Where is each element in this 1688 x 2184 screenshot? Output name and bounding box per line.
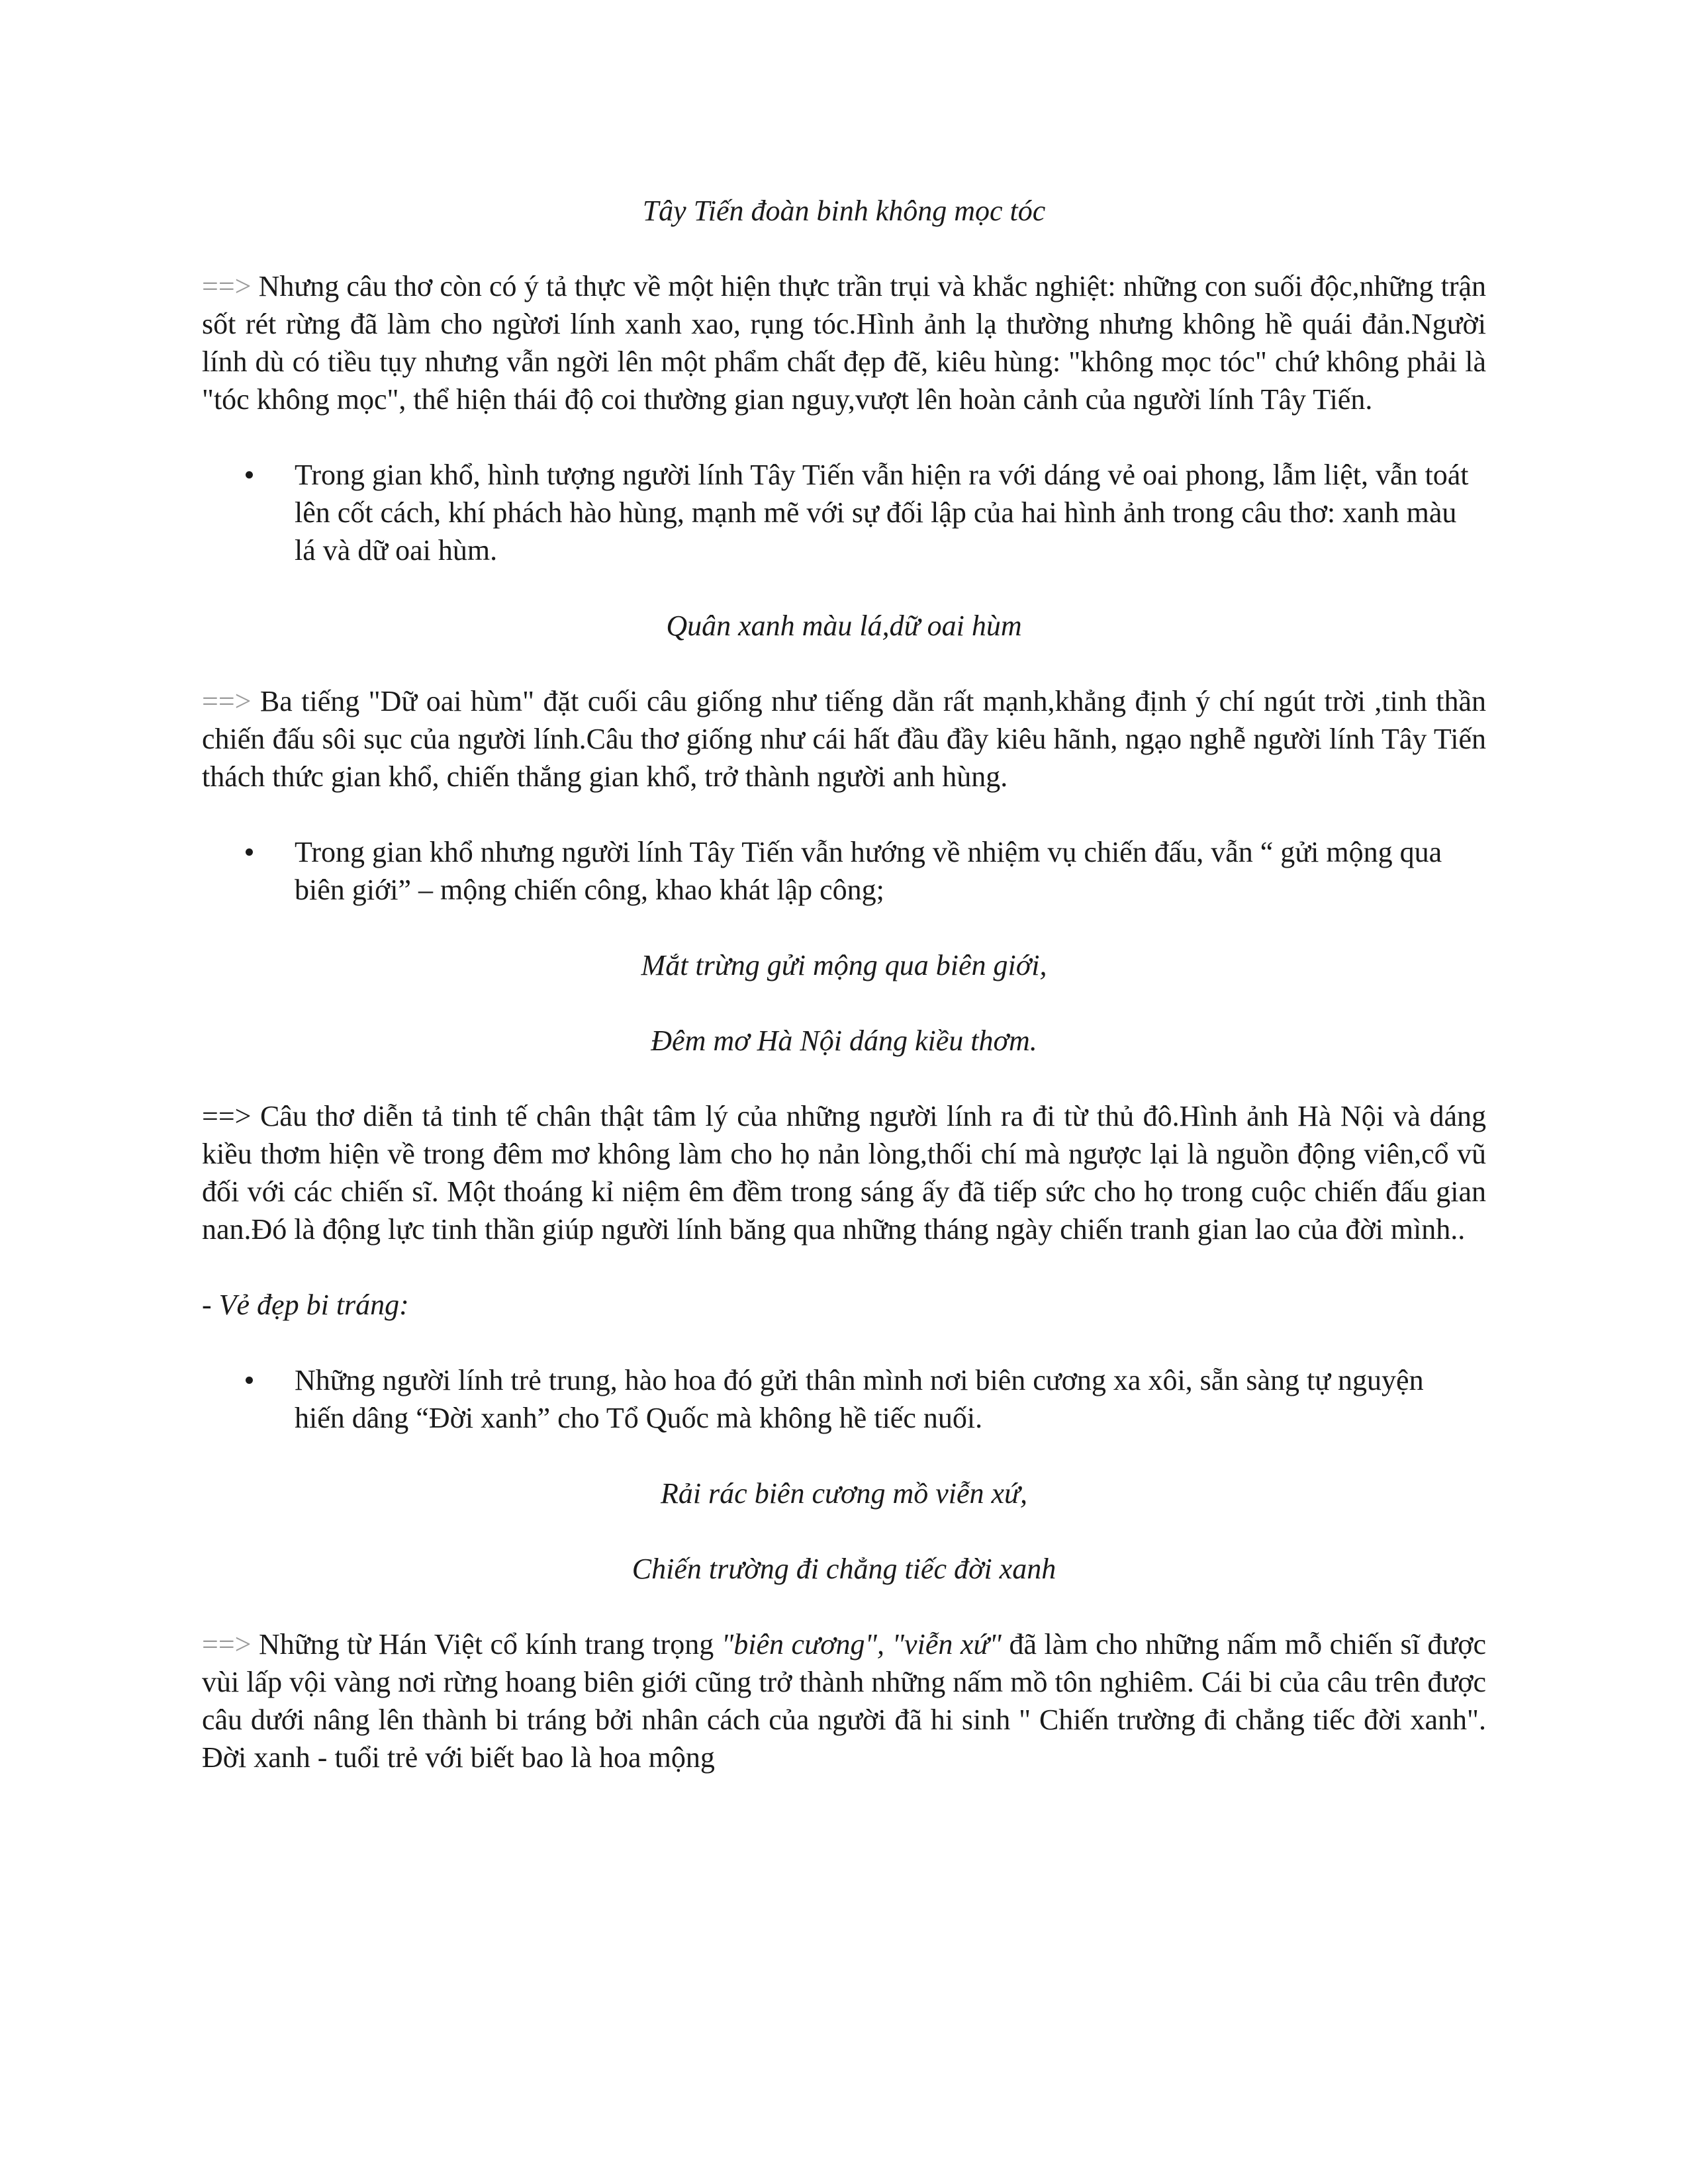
document-page <box>202 192 1486 1776</box>
bullet-icon <box>246 848 253 856</box>
bullet-list <box>202 456 1486 569</box>
paragraph-text: đã làm cho những nấm mỗ chiến sĩ được vùi lấp vội vàng nơi rừng hoang biên giới cũng trở thành những nấm mồ tôn nghiêm. Cái bi của câu trên được câu dưới nâng lên thành bi tráng bởi nhân cách của người đã hi sinh " Chiến trường đi chẳng tiếc đời xanh". Đời xanh - tuổi trẻ với biết bao là hoa mộng <box>202 1628 1487 1774</box>
bullet-item <box>295 833 1486 909</box>
bullet-item <box>295 1361 1486 1437</box>
verse-line: Rải rác biên cương mồ viễn xứ, <box>660 1477 1028 1510</box>
analysis-paragraph <box>202 1625 1486 1776</box>
verse-line: Mắt trừng gửi mộng qua biên giới, <box>641 949 1047 981</box>
analysis-paragraph <box>202 682 1486 796</box>
paragraph-text: Những từ Hán Việt cổ kính trang trọng <box>251 1628 722 1661</box>
analysis-paragraph <box>202 1097 1486 1248</box>
paragraph-text: Ba tiếng "Dữ oai hùm" đặt cuối câu giống như tiếng dằn rất mạnh,khẳng định ý chí ngút trời ,tinh thần chiến đấu sôi sục của người lính.Câu thơ giống như cái hất đầu đầy kiêu hãnh, ngạo nghễ người lính Tây Tiến thách thức gian khổ, chiến thắng gian khổ, trở thành người anh hùng. <box>202 685 1486 793</box>
bullet-icon <box>246 1377 253 1384</box>
arrow-marker: ==> <box>202 1628 252 1661</box>
arrow-marker: ==> <box>202 1100 252 1132</box>
paragraph-text: Nhưng câu thơ còn có ý tả thực về một hiện thực trần trụi và khắc nghiệt: những con suối độc,những trận sốt rét rừng đã làm cho ngừơi lính xanh xao, rụng tóc.Hình ảnh lạ thường nhưng không hề quái đản.Người lính dù có tiều tụy nhưng vẫn ngời lên một phẩm chất đẹp đẽ, kiêu hùng: "không mọc tóc" chứ không phải là "tóc không mọc", thể hiện thái độ coi thường gian nguy,vượt lên hoàn cảnh của người lính Tây Tiến. <box>202 270 1486 416</box>
verse-line: Chiến trường đi chẳng tiếc đời xanh <box>632 1553 1056 1585</box>
bullet-text: Trong gian khổ, hình tượng người lính Tây Tiến vẫn hiện ra với dáng vẻ oai phong, lẫm liệt, vẫn toát lên cốt cách, khí phách hào hùng, mạnh mẽ với sự đối lập của hai hình ảnh trong câu thơ: xanh màu lá và dữ oai hùm. <box>295 459 1469 567</box>
verse-line: Tây Tiến đoàn binh không mọc tóc <box>642 195 1046 227</box>
arrow-marker: ==> <box>202 270 252 302</box>
section-heading: - Vẻ đẹp bi tráng: <box>202 1289 409 1321</box>
bullet-icon <box>246 471 253 478</box>
paragraph-text: Câu thơ diễn tả tinh tế chân thật tâm lý của những người lính ra đi từ thủ đô.Hình ảnh Hà Nội và dáng kiều thơm hiện về trong đêm mơ không làm cho họ nản lòng,thối chí mà ngược lại là nguồn động viên,cổ vũ đối với các chiến sĩ. Một thoáng kỉ niệm êm đềm trong sáng ấy đã tiếp sức cho họ trong cuộc chiến đấu gian nan.Đó là động lực tinh thần giúp người lính băng qua những tháng ngày chiến tranh gian lao của đời mình.. <box>202 1100 1486 1246</box>
analysis-paragraph <box>202 267 1486 418</box>
bullet-text: Những người lính trẻ trung, hào hoa đó gửi thân mình nơi biên cương xa xôi, sẵn sàng tự nguyện hiến dâng “Đời xanh” cho Tổ Quốc mà không hề tiếc nuối. <box>295 1364 1424 1434</box>
arrow-marker: ==> <box>202 685 252 717</box>
verse-line: Đêm mơ Hà Nội dáng kiều thơm. <box>651 1024 1037 1057</box>
bullet-text: Trong gian khổ nhưng người lính Tây Tiến vẫn hướng về nhiệm vụ chiến đấu, vẫn “ gửi mộng qua biên giới” – mộng chiến công, khao khát lập công; <box>295 836 1442 906</box>
bullet-list <box>202 833 1486 909</box>
bullet-list <box>202 1361 1486 1437</box>
italic-quote: "biên cương", "viễn xứ" <box>721 1628 1002 1661</box>
bullet-item <box>295 456 1486 569</box>
verse-line: Quân xanh màu lá,dữ oai hùm <box>666 610 1022 642</box>
